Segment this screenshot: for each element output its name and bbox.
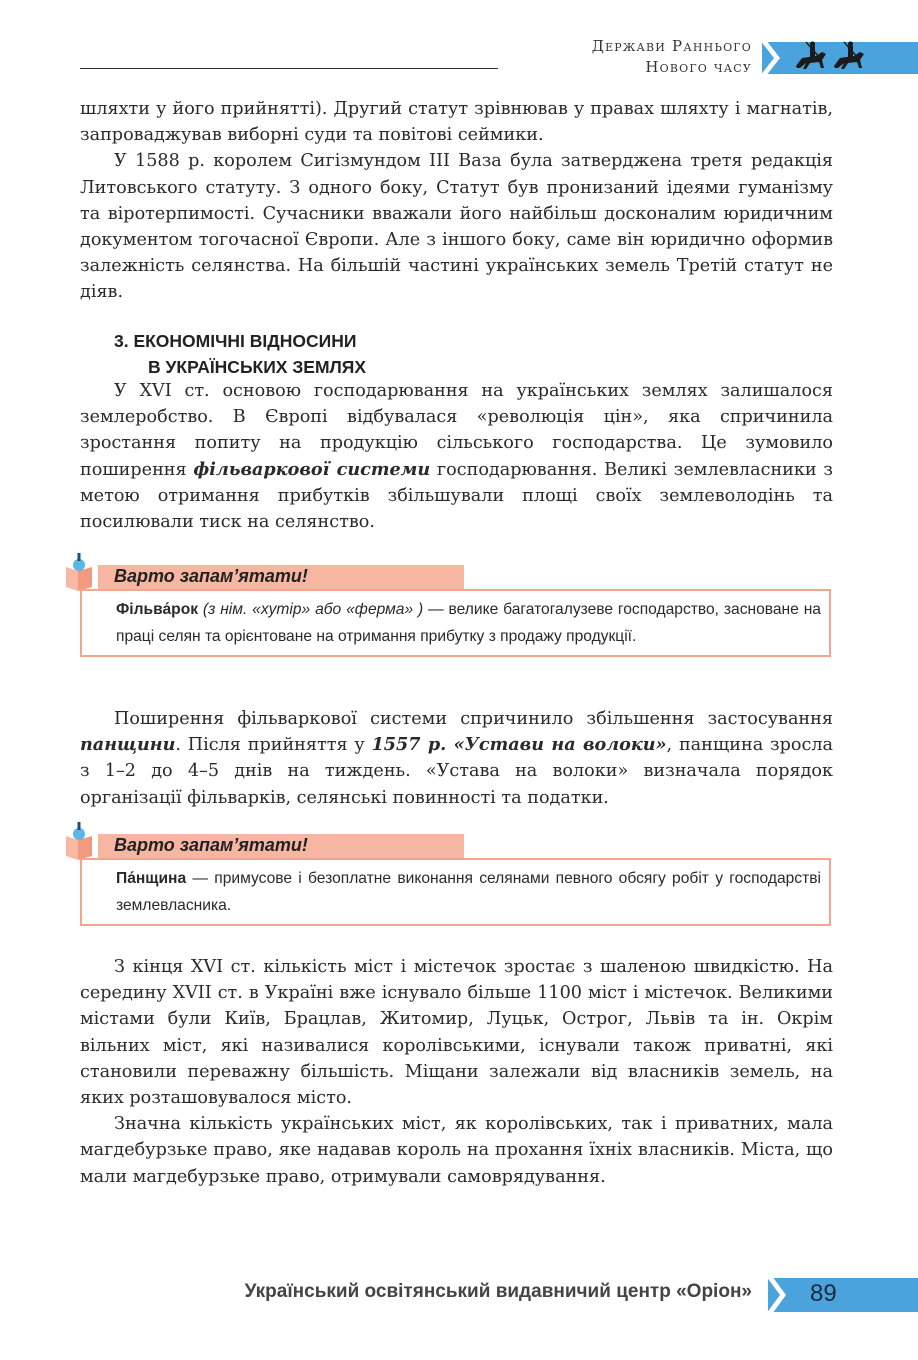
text-run: Поширення фільваркової системи спричинило збільшення застосування xyxy=(114,709,833,729)
text-run: , панщина зросла з 1–2 до 4–5 днів на тиждень. «Устава на волоки» визначала порядок організації фільварків, селянські повинності та податки. xyxy=(80,735,833,808)
section-heading xyxy=(114,328,366,380)
key-term: фільваркової системи xyxy=(193,458,431,480)
remember-label-tab xyxy=(98,565,464,589)
running-header-line1: Держави Раннього xyxy=(591,37,752,55)
publisher-footer: Український освітянський видавничий центр «Оріон» xyxy=(244,1281,752,1302)
remember-label: Варто запам’ятати! xyxy=(114,835,308,855)
remember-label-tab xyxy=(98,834,464,858)
definition-body: — примусове і безоплатне виконання селянами певного обсягу робіт у господарстві землевласника. xyxy=(116,870,821,914)
text-block-bottom xyxy=(80,954,833,1190)
remember-label: Варто запам’ятати! xyxy=(114,566,308,586)
paragraph: шляхти у його прийнятті). Другий статут зрівнював у правах шляхту і магнатів, запроваджував виборні суди та повітові сеймики. xyxy=(80,99,833,146)
footer-band xyxy=(768,1278,918,1312)
section-heading-line1: 3. ЕКОНОМІЧНІ ВІДНОСИНИ xyxy=(114,331,357,351)
definition-term: Па́нщина xyxy=(116,870,187,887)
header-rule xyxy=(80,68,498,69)
definition-note: (з нім. «хутір» або «ферма» ) xyxy=(202,601,424,618)
chevron-right-icon xyxy=(766,1276,786,1314)
definition-term: Фільва́рок xyxy=(116,601,199,618)
definition-text xyxy=(82,591,829,655)
definition-frame xyxy=(80,858,831,926)
running-header-line2: Нового часу xyxy=(645,58,752,76)
text-block-section xyxy=(80,378,833,535)
definition-body: — велике багатогалузеве господарство, засноване на праці селян та орієнтоване на отримання прибутку з продажу продукції. xyxy=(116,601,821,645)
running-header xyxy=(592,36,752,78)
exclamation-book-icon xyxy=(62,822,96,862)
definition-text xyxy=(82,860,829,924)
key-term: 1557 р. «Устави на волоки» xyxy=(371,734,667,756)
paragraph xyxy=(80,378,833,535)
text-run: У XVI ст. основою господарювання на українських землях залишалося землеробство. В Європі відбувалася «революція цін», яка спричинила зростання попиту на продукцію сільського господарства. Це зумовило поширення xyxy=(80,381,833,480)
chevron-right-icon xyxy=(760,40,780,76)
paragraph: З кінця XVI ст. кількість міст і містечок зростає з шаленою швидкістю. На середину XVII ст. в Україні вже існувало більше 1100 міст і містечок. Великими містами були Київ, Брацлав, Житомир, Луцьк, Острог, Львів та ін. Окрім вільних міст, які називалися королівськими, існували також приватні, які становили переважну більшість. Міщани залежали від власників земель, на яких розташовувалося місто. xyxy=(80,957,833,1109)
section-heading-line2: В УКРАЇНСЬКИХ ЗЕМЛЯХ xyxy=(148,357,367,377)
cossack-riders-icon xyxy=(792,38,876,78)
exclamation-book-icon xyxy=(62,553,96,593)
key-term: панщини xyxy=(80,734,176,756)
text-run: . Після прийняття у xyxy=(175,735,372,756)
definition-frame xyxy=(80,589,831,657)
text-block-top xyxy=(80,96,833,306)
text-block-middle xyxy=(80,706,833,811)
paragraph: Значна кількість українських міст, як королівських, так і приватних, мала магдебурзьке право, яке надавав король на прохання їхніх власників. Міста, що мали магдебурзьке право, отримували самоврядування. xyxy=(80,1114,833,1187)
paragraph: У 1588 р. королем Сигізмундом III Ваза була затверджена третя редакція Литовського статуту. З одного боку, Статут був пронизаний ідеями гуманізму та віротерпимості. Сучасники вважали його найбільш досконалим юридичним документом тогочасної Європи. Але з іншого боку, саме він юридично оформив залежність селянства. На більшій частині українських земель Третій статут не діяв. xyxy=(80,151,833,303)
paragraph xyxy=(80,706,833,811)
text-run: господарювання. Великі землевласники з метою отримання прибутків збільшували площі своїх землеволодінь та посилювали тиск на селянство. xyxy=(80,459,833,533)
page-number: 89 xyxy=(810,1280,837,1307)
